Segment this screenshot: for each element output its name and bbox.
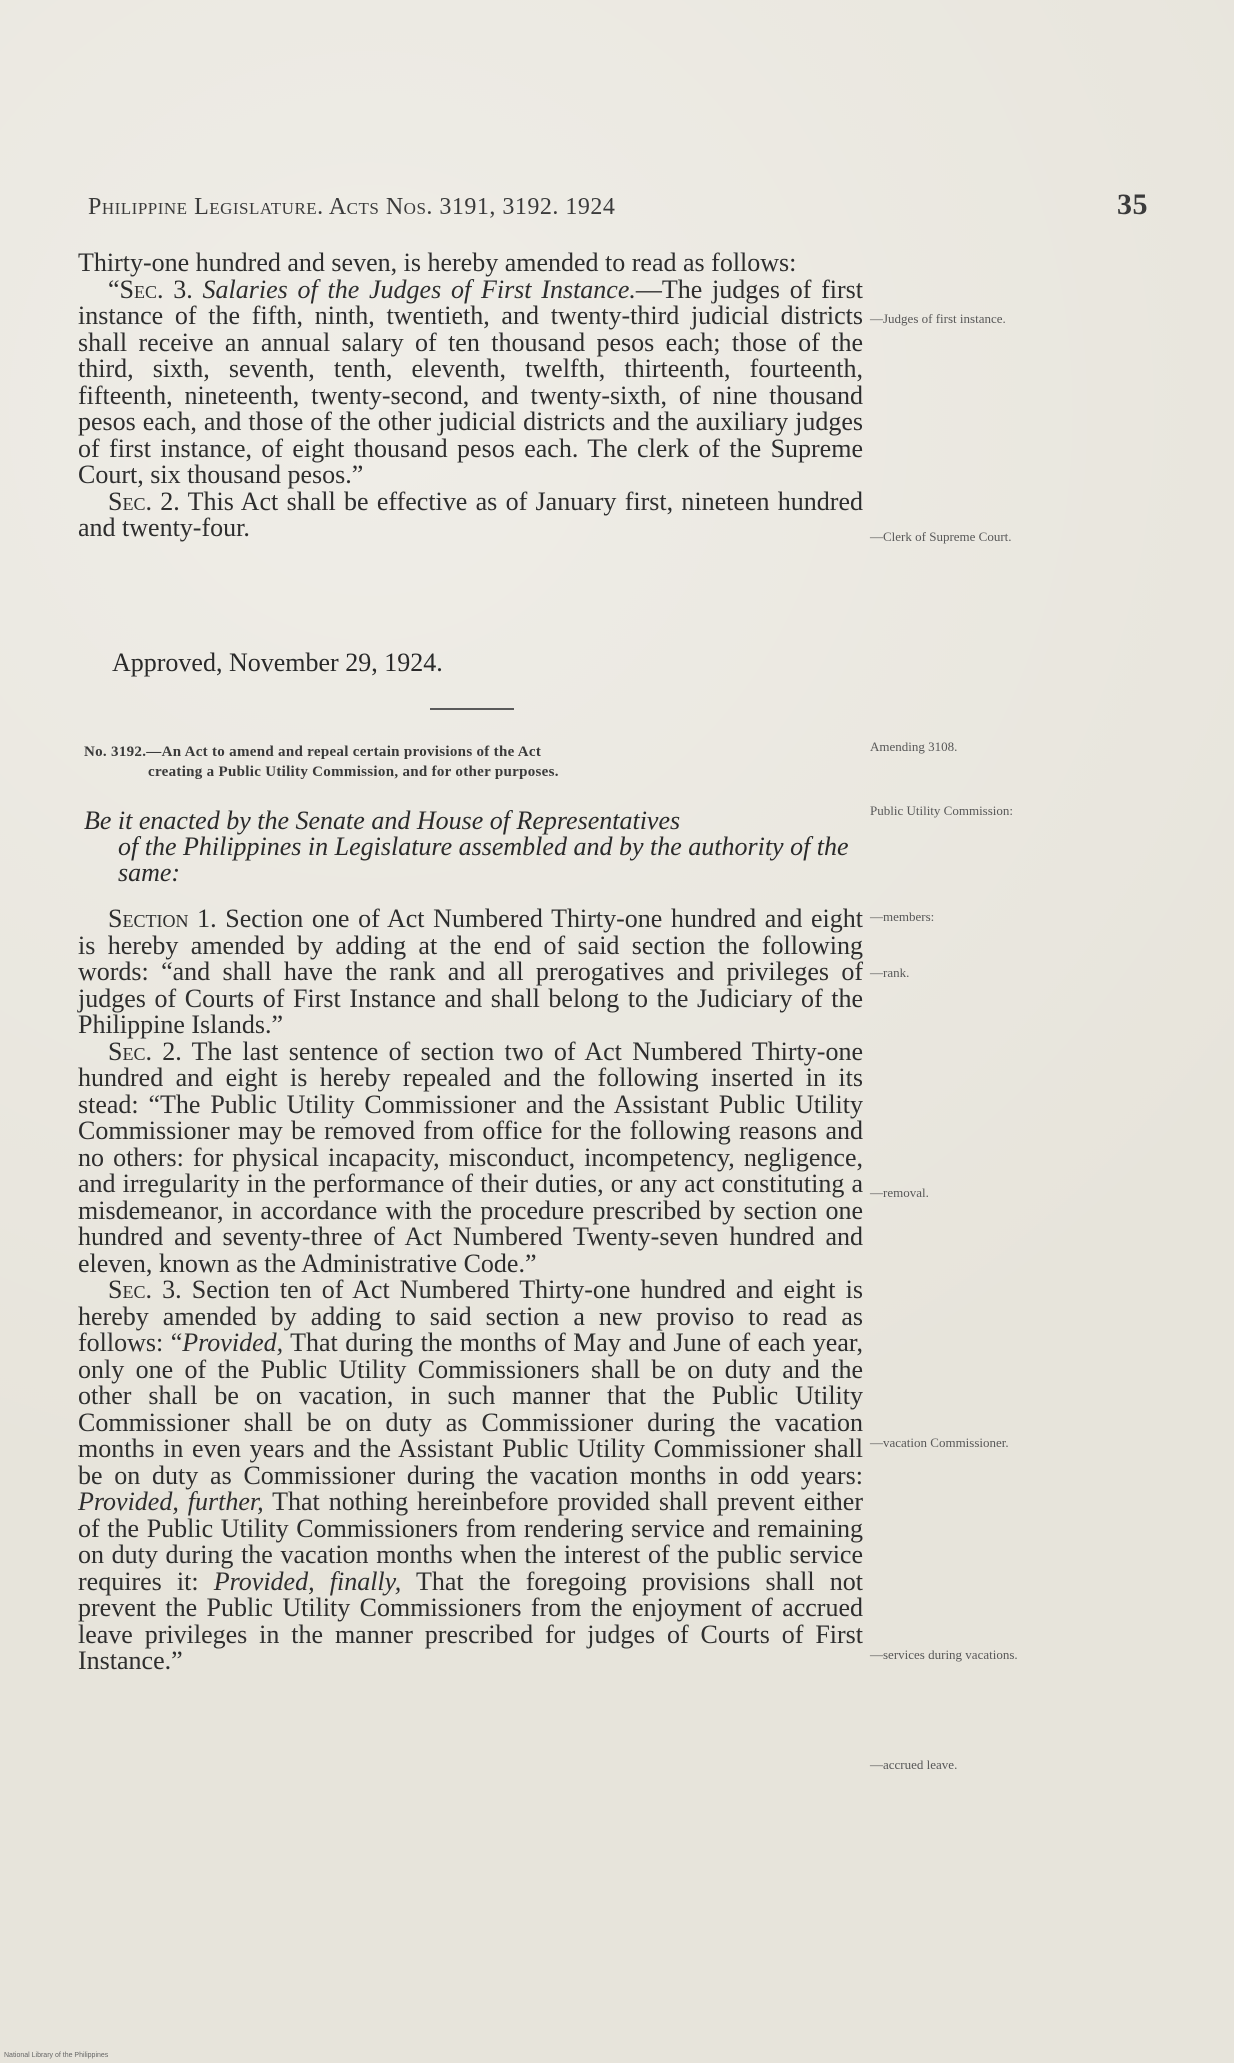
section-body-b: That during the months of May and June of each year, only one of the Public Utility Commissioners shall be on duty and the other shall be on vacation, in such manner that the Public Utility Commissioner shall be on duty as Commissioner during the vacation months in even years and the Assistant Public Utility Commissioner shall be on duty as Commissioner during the vacation months in odd years: bbox=[78, 1328, 863, 1490]
section-lead: “Sec. 3. bbox=[108, 274, 193, 304]
running-head bbox=[88, 188, 1148, 228]
running-head-title: Philippine Legislature. Acts Nos. 3191, 3192. 1924 bbox=[88, 194, 616, 220]
footer-credit: National Library of the Philippines bbox=[4, 2052, 109, 2059]
section-lead: Sec. 2. bbox=[108, 1036, 182, 1066]
section-body: Section one of Act Numbered Thirty-one hundred and eight is hereby amended by adding at the end of said section the following words: “and shall have the rank and all prerogatives and privileges of judges of Courts of First Instance and shall belong to the Judiciary of the Philippine Islands.” bbox=[78, 904, 863, 1039]
provided-finally: Provided, finally, bbox=[213, 1566, 402, 1596]
margin-note-puc: Public Utility Commission: bbox=[870, 803, 1014, 818]
margin-note-rank: —rank. bbox=[870, 965, 910, 980]
act-3192-section-3 bbox=[78, 1277, 863, 1675]
enacting-line-2: of the Philippines in Legislature assembled and by the authority of the same: bbox=[118, 832, 849, 887]
margin-note-judges: —Judges of first instance. bbox=[870, 311, 1006, 326]
approved-date: Approved, November 29, 1924. bbox=[112, 648, 443, 677]
margin-note-removal: —removal. bbox=[870, 1185, 929, 1200]
section-divider bbox=[430, 708, 514, 710]
margin-note-vacation: —vacation Commissioner. bbox=[870, 1435, 1009, 1450]
act-3191-text bbox=[78, 250, 863, 542]
provided: Provided, bbox=[182, 1328, 284, 1357]
section-lead: Sec. 3. bbox=[108, 1275, 182, 1304]
enacting-clause bbox=[84, 808, 864, 886]
section-lead: Sec. 2. bbox=[108, 486, 180, 516]
section-body: The last sentence of section two of Act Numbered Thirty-one hundred and eight is hereby repealed and the following inserted in its stead: “The Public Utility Commissioner and the Assistant Public Utility Commissioner may be removed from office for the following reasons and no others: for physical incapacity, misconduct, incompetency, negligence, and irregularity in the performance of their duties, or any act constituting a misdemeanor, in accordance with the procedure prescribed by section one hundred and seventy-three of Act Numbered Twenty-seven hundred and eleven, known as the Administrative Code.” bbox=[78, 1036, 863, 1278]
margin-note-services: —services during vacations. bbox=[870, 1647, 1018, 1662]
margin-note-clerk: —Clerk of Supreme Court. bbox=[870, 529, 1012, 544]
enacting-line-1: Be it enacted by the Senate and House of Representatives bbox=[84, 806, 681, 835]
margin-note-amending: Amending 3108. bbox=[870, 739, 958, 754]
act-3192-text bbox=[78, 906, 863, 1675]
section-body-a: Section ten of Act Numbered Thirty-one hundred and eight is hereby amended by adding to said section a new proviso to read as follows: “ bbox=[78, 1275, 864, 1357]
act-3191-section-2 bbox=[78, 486, 863, 542]
section-title: Salaries of the Judges of First Instance. bbox=[202, 274, 636, 304]
act-title-line-1: No. 3192.—An Act to amend and repeal certain provisions of the Act bbox=[84, 744, 542, 760]
section-body: This Act shall be effective as of January first, nineteen hundred and twenty-four. bbox=[78, 486, 863, 542]
act-title-line-2: creating a Public Utility Commission, and for other purposes. bbox=[148, 764, 559, 780]
section-body: —The judges of first instance of the fifth, ninth, twentieth, and twenty-third judicial districts shall receive an annual salary of ten thousand pesos each; those of the third, sixth, seventh, tenth, eleventh, twelfth, thirteenth, fourteenth, fifteenth, nineteenth, twenty-second, and twenty-sixth, of nine thousand pesos each, and those of the other judicial districts and the auxiliary judges of first instance, of eight thousand pesos each. The clerk of the Supreme Court, six thousand pesos.” bbox=[78, 274, 863, 489]
margin-note-members: —members: bbox=[870, 909, 935, 924]
act-3192-title bbox=[84, 742, 864, 782]
act-3191-intro: Thirty-one hundred and seven, is hereby amended to read as follows: bbox=[78, 248, 797, 277]
section-lead: Section 1. bbox=[108, 904, 217, 933]
section-body-c: That nothing hereinbefore provided shall prevent either of the Public Utility Commissioners from rendering service and remaining on duty during the vacation months when the interest of the public service requires it: bbox=[78, 1487, 863, 1596]
act-3192-section-1 bbox=[78, 906, 863, 1039]
margin-note-accrued: —accrued leave. bbox=[870, 1757, 958, 1772]
page-number: 35 bbox=[1117, 188, 1148, 221]
act-3192-section-2 bbox=[78, 1036, 863, 1278]
provided-further: Provided, further, bbox=[78, 1487, 264, 1516]
act-3191-section-3 bbox=[78, 274, 863, 489]
section-body-d: That the foregoing provisions shall not prevent the Public Utility Commissioners from the enjoyment of accrued leave privileges in the manner prescribed for judges of Courts of First Instance.” bbox=[78, 1566, 863, 1675]
